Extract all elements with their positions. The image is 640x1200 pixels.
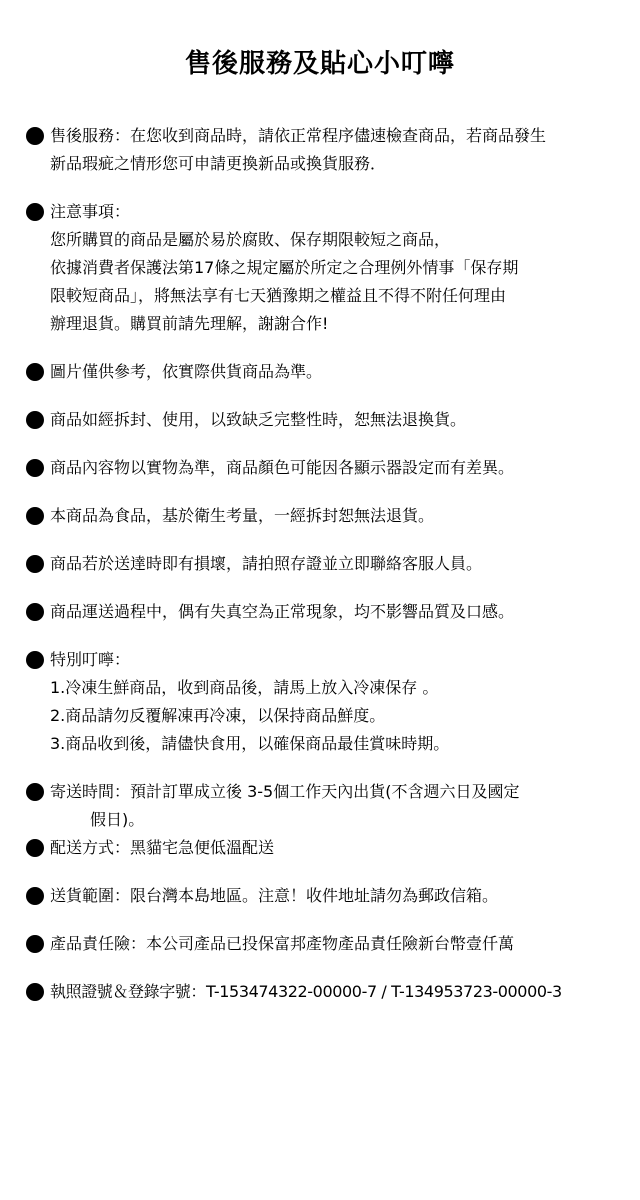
notice-list [26, 122, 640, 1006]
notice-line: 假日)。 [90, 810, 145, 829]
bullet-icon [26, 411, 44, 429]
notice-line: 執照證號＆登錄字號：T-153474322-00000-7 / T-134953723-00000-3 [50, 982, 562, 1001]
notice-line: 2.商品請勿反覆解凍再冷凍，以保持商品鮮度。 [50, 706, 386, 725]
notice-delivery-method [26, 834, 640, 862]
notice-contents-colors [26, 454, 640, 482]
bullet-icon [26, 507, 44, 525]
notice-opened-goods [26, 406, 640, 434]
notice-line: 圖片僅供參考，依實際供貨商品為準。 [50, 362, 323, 381]
bullet-icon [26, 127, 44, 145]
notice-line: 寄送時間：預計訂單成立後 3-5個工作天內出貨(不含週六日及國定 [50, 782, 520, 801]
bullet-icon [26, 363, 44, 381]
notice-line: 配送方式：黑貓宅急便低溫配送 [50, 838, 275, 857]
notice-line: 限較短商品」，將無法享有七天猶豫期之權益且不得不附任何理由 [50, 286, 507, 305]
bullet-icon [26, 203, 44, 221]
notice-delivery-area [26, 882, 640, 910]
bullet-icon [26, 935, 44, 953]
notice-line: 1.冷凍生鮮商品，收到商品後，請馬上放入冷凍保存 。 [50, 678, 439, 697]
notice-image-reference [26, 358, 640, 386]
notice-line: 3.商品收到後，請儘快食用，以確保商品最佳賞味時期。 [50, 734, 450, 753]
notice-line: 特別叮嚀： [50, 650, 131, 669]
notice-license-numbers [26, 978, 640, 1006]
notice-line: 商品運送過程中，偶有失真空為正常現象，均不影響品質及口感。 [50, 602, 515, 621]
notice-line: 商品內容物以實物為準，商品顏色可能因各顯示器設定而有差異。 [50, 458, 515, 477]
notice-cautions [26, 198, 640, 338]
notice-line: 送貨範圍：限台灣本島地區。注意！收件地址請勿為郵政信箱。 [50, 886, 499, 905]
notice-damage-on-arrival [26, 550, 640, 578]
bullet-icon [26, 459, 44, 477]
notice-line: 注意事項： [50, 202, 131, 221]
notice-special-reminders [26, 646, 640, 758]
notice-line: 售後服務：在您收到商品時，請依正常程序儘速檢查商品，若商品發生 [50, 126, 547, 145]
notice-product-liability [26, 930, 640, 958]
notice-line: 商品如經拆封、使用，以致缺乏完整性時，恕無法退換貨。 [50, 410, 467, 429]
notice-line: 新品瑕疵之情形您可申請更換新品或換貨服務． [50, 154, 387, 173]
bullet-icon [26, 887, 44, 905]
notice-line: 依據消費者保護法第17條之規定屬於所定之合理例外情事「保存期 [50, 258, 519, 277]
page-title: 售後服務及貼心小叮嚀 [184, 49, 455, 79]
notice-food-product [26, 502, 640, 530]
notice-vacuum-loss [26, 598, 640, 626]
bullet-icon [26, 783, 44, 801]
notice-line: 產品責任險：本公司產品已投保富邦產物產品責任險新台幣壹仟萬 [50, 934, 515, 953]
notice-shipping-time [26, 778, 640, 834]
notice-line: 商品若於送達時即有損壞，請拍照存證並立即聯絡客服人員。 [50, 554, 483, 573]
notice-line: 您所購買的商品是屬於易於腐敗、保存期限較短之商品， [50, 230, 451, 249]
bullet-icon [26, 555, 44, 573]
notice-line: 辦理退貨。購買前請先理解，謝謝合作! [50, 314, 329, 333]
notice-line: 本商品為食品，基於衛生考量，一經拆封恕無法退貨。 [50, 506, 435, 525]
bullet-icon [26, 839, 44, 857]
bullet-icon [26, 983, 44, 1001]
bullet-icon [26, 651, 44, 669]
notice-after-sales [26, 122, 640, 178]
bullet-icon [26, 603, 44, 621]
